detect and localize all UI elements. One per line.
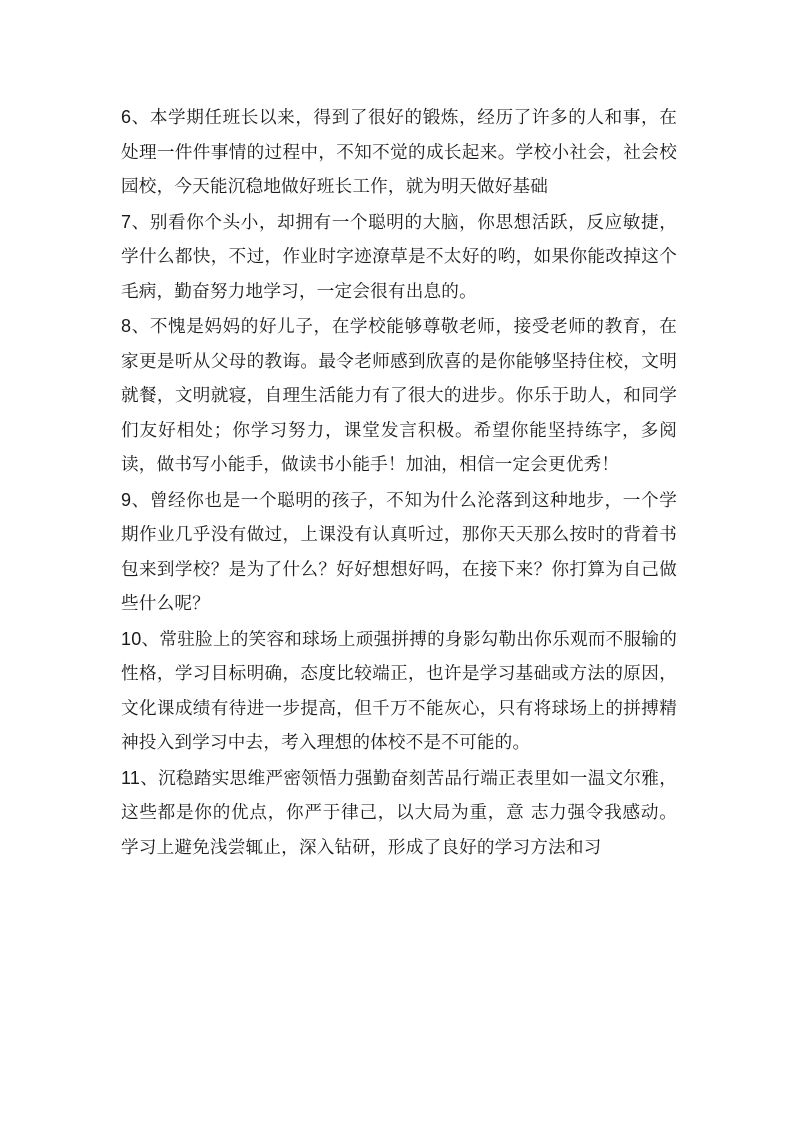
comment-list bbox=[121, 100, 677, 865]
paragraph-number: 6 bbox=[121, 107, 132, 127]
paragraph-text: 不愧是妈妈的好儿子，在学校能够尊敬老师，接受老师的教育，在家更是听从父母的教诲。最令老师感到欣喜的是你能够坚持住校，文明就餐，文明就寝，自理生活能力有了很大的进步。你乐于助人，和同学们友好相处；你学习努力，课堂发言积极。希望你能坚持练字，多阅读，做书写小能手，做读书小能手！加油，相信一定会更优秀！ bbox=[121, 317, 677, 475]
comment-paragraph-6 bbox=[121, 100, 677, 205]
paragraph-separator: 、 bbox=[140, 768, 159, 789]
comment-paragraph-9 bbox=[121, 483, 677, 622]
paragraph-number: 10 bbox=[121, 628, 142, 649]
paragraph-text: 曾经你也是一个聪明的孩子，不知为什么沦落到这种地步，一个学期作业几乎没有做过，上课没有认真听过，那你天天那么按时的背着书包来到学校？是为了什么？好好想想好吗，在接下来？你打算为自己做些什么呢？ bbox=[121, 490, 677, 614]
comment-paragraph-10 bbox=[121, 622, 677, 761]
paragraph-separator: 、 bbox=[131, 212, 150, 233]
paragraph-text: 本学期任班长以来，得到了很好的锻炼，经历了许多的人和事，在处理一件件事情的过程中，不知不觉的成长起来。学校小社会，社会校园校，今天能沉稳地做好班长工作，就为明天做好基础 bbox=[121, 108, 677, 197]
paragraph-number: 9 bbox=[121, 489, 132, 510]
paragraph-separator: 、 bbox=[141, 629, 160, 650]
paragraph-text: 别看你个头小，却拥有一个聪明的大脑，你思想活跃，反应敏捷，学什么都快，不过，作业时字迹潦草是不太好的哟，如果你能改掉这个毛病，勤奋努力地学习，一定会很有出息的。 bbox=[121, 212, 677, 302]
comment-paragraph-8 bbox=[121, 309, 677, 483]
comment-paragraph-7 bbox=[121, 205, 677, 310]
paragraph-number: 11 bbox=[121, 767, 141, 788]
comment-paragraph-11 bbox=[121, 761, 677, 866]
paragraph-text: 沉稳踏实思维严密领悟力强勤奋刻苦品行端正表里如一温文尔雅，这些都是你的优点，你严于律己，以大局为重，意 志力强令我感动。学习上避免浅尝辄止，深入钻研，形成了良好的学习方法和习 bbox=[121, 768, 677, 858]
paragraph-number: 8 bbox=[121, 316, 132, 336]
paragraph-separator: 、 bbox=[131, 490, 150, 511]
paragraph-separator: 、 bbox=[131, 108, 150, 128]
paragraph-separator: 、 bbox=[131, 317, 150, 337]
paragraph-text: 常驻脸上的笑容和球场上顽强拼搏的身影勾勒出你乐观而不服输的性格，学习目标明确，态度比较端正，也许是学习基础或方法的原因，文化课成绩有待进一步提高，但千万不能灰心，只有将球场上的拼搏精神投入到学习中去，考入理想的体校不是不可能的。 bbox=[121, 629, 677, 753]
paragraph-number: 7 bbox=[121, 211, 132, 232]
